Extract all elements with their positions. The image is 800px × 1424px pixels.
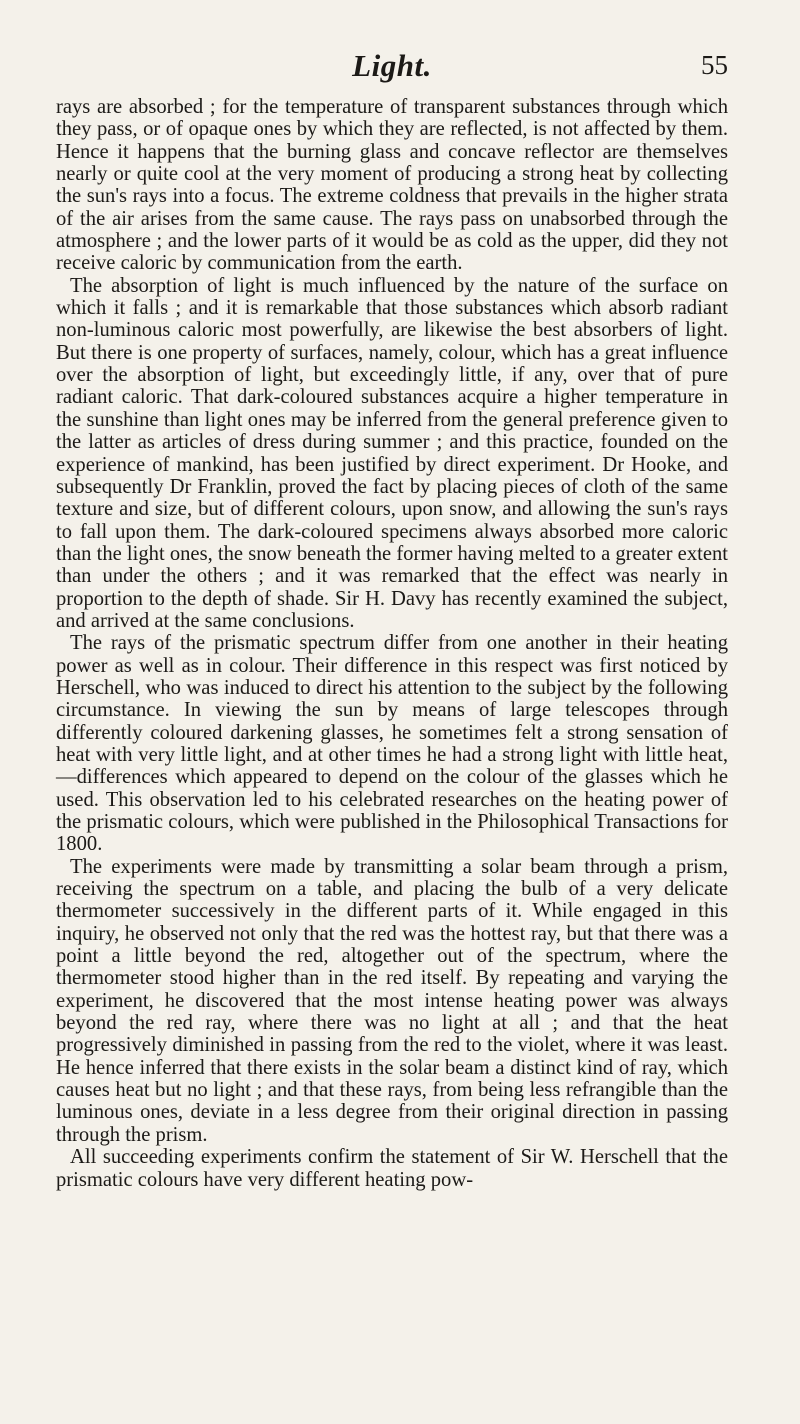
paragraph: All succeeding experiments confirm the statement of Sir W. Herschell that the prismatic colours have very different heating pow-	[56, 1146, 728, 1191]
paragraph: rays are absorbed ; for the temperature of transparent substances through which they pass, or of opaque ones by which they are reflected, is not affected by them. Hence it happens that the burning glass and concave reflector are themselves nearly or quite cool at the very moment of producing a strong heat by collecting the sun's rays into a focus. The extreme coldness that prevails in the higher strata of the air arises from the same cause. The rays pass on unabsorbed through the atmosphere ; and the lower parts of it would be as cold as the upper, did they not receive caloric by communication from the earth.	[56, 96, 728, 275]
paragraph: The absorption of light is much influenced by the nature of the surface on which it falls ; and it is remarkable that those substances which absorb radiant non-luminous caloric most powerfully, are likewise the best absorbers of light. But there is one property of surfaces, namely, colour, which has a great influence over the absorption of light, but exceedingly little, if any, over that of pure radiant caloric. That dark-coloured substances acquire a higher temperature in the sunshine than light ones may be inferred from the general preference given to the latter as articles of dress during summer ; and this practice, founded on the experience of mankind, has been justified by direct experiment. Dr Hooke, and subsequently Dr Franklin, proved the fact by placing pieces of cloth of the same texture and size, but of different colours, upon snow, and allowing the sun's rays to fall upon them. The dark-coloured specimens always absorbed more caloric than the light ones, the snow beneath the former having melted to a greater extent than under the others ; and it was remarked that the effect was nearly in proportion to the depth of shade. Sir H. Davy has recently examined the subject, and arrived at the same conclusions.	[56, 274, 728, 632]
page-number: 55	[701, 50, 728, 80]
paragraph: The experiments were made by transmitting a solar beam through a prism, receiving the spectrum on a table, and placing the bulb of a very delicate thermometer successively in the different parts of it. While engaged in this inquiry, he observed not only that the red was the hottest ray, but that there was a point a little beyond the red, altogether out of the spectrum, where the thermometer stood higher than in the red itself. By repeating and varying the experiment, he discovered that the most intense heating power was always beyond the red ray, where there was no light at all ; and that the heat progressively diminished in passing from the red to the violet, where it was least. He hence inferred that there exists in the solar beam a distinct kind of ray, which causes heat but no light ; and that these rays, from being less refrangible than the luminous ones, deviate in a less degree from their original direction in passing through the prism.	[56, 855, 728, 1146]
body-text	[56, 96, 728, 1191]
running-title: Light.	[352, 48, 432, 83]
paragraph: The rays of the prismatic spectrum differ from one another in their heating power as well as in colour. Their difference in this respect was first noticed by Herschell, who was induced to direct his attention to the subject by the following circumstance. In viewing the sun by means of large telescopes through differently coloured darkening glasses, he sometimes felt a strong sensation of heat with very little light, and at other times he had a strong light with little heat,—differences which appeared to depend on the colour of the glasses which he used. This observation led to his celebrated researches on the heating power of the prismatic colours, which were published in the Philosophical Transactions for 1800.	[56, 632, 728, 856]
running-head	[56, 48, 728, 88]
